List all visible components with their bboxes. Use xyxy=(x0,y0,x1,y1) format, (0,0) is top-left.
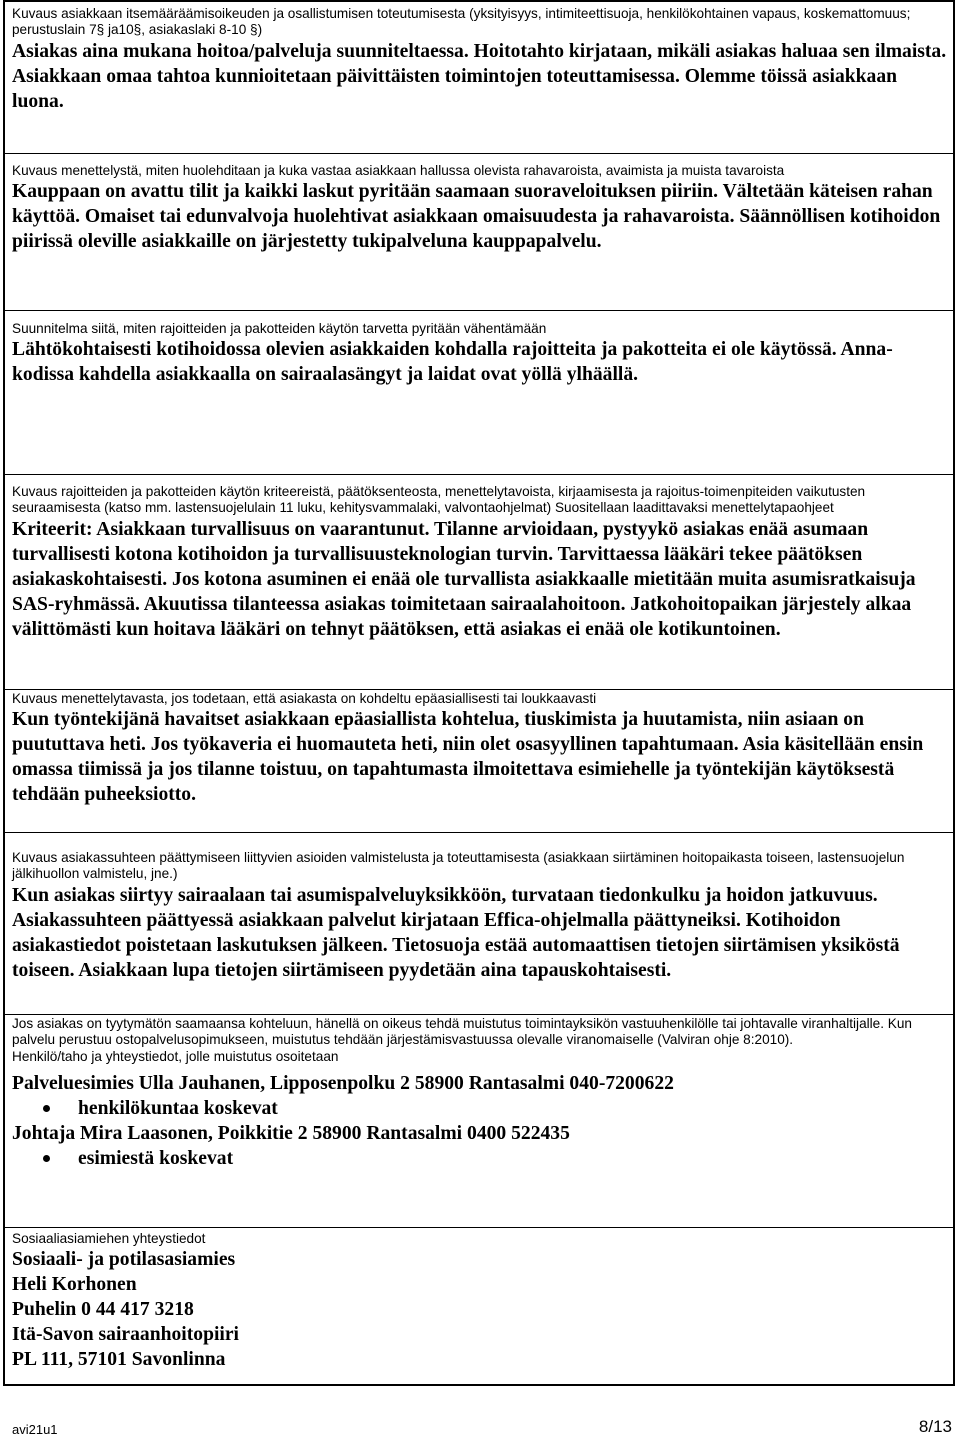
section-label: Kuvaus menettelystä, miten huolehditaan ja kuka vastaa asiakkaan hallussa olevista rahavaroista, avaimista ja muista tavaroista xyxy=(12,163,785,178)
section-self-determination xyxy=(5,6,955,114)
section-label: Kuvaus asiakassuhteen päättymiseen liittyvien asioiden valmistelusta ja toteuttamisesta (asiakkaan siirtäminen hoitopaikasta toiseen, lastensuojelun jälkihuollon valmistelu, jne.) xyxy=(12,850,905,882)
section-label: Kuvaus menettelytavasta, jos todetaan, että asiakasta on kohdeltu epäasiallisesti tai loukkaavasti xyxy=(12,691,597,706)
ombudsman-line: Itä-Savon sairaanhoitopiiri xyxy=(12,1324,239,1346)
section-complaint xyxy=(5,1016,955,1171)
contact-line: Palveluesimies Ulla Jauhanen, Lipposenpolku 2 58900 Rantasalmi 040-7200622 xyxy=(12,1073,674,1095)
section-text: Asiakas aina mukana hoitoa/palveluja suunniteltaessa. Hoitotahto kirjataan, mikäli asiakas haluaa sen ilmaista. Asiakkaan omaa tahtoa kunnioitetaan päivittäisten toimintojen toteuttamisessa. Olemme töissä asiakkaan luona. xyxy=(12,40,947,112)
page-number: 8/13 xyxy=(918,1417,952,1436)
divider xyxy=(5,153,955,154)
section-restriction-criteria xyxy=(5,484,955,642)
section-restrictions-plan xyxy=(5,321,955,387)
footer-doc-id: avi21u1 xyxy=(12,1422,58,1437)
ombudsman-line: Sosiaali- ja potilasasiamies xyxy=(12,1249,236,1271)
section-label: Suunnitelma siitä, miten rajoitteiden ja pakotteiden käytön tarvetta pyritään vähentämään xyxy=(12,321,547,336)
section-social-ombudsman xyxy=(5,1231,955,1372)
section-text: Kriteerit: Asiakkaan turvallisuus on vaarantunut. Tilanne arvioidaan, pystyykö asiakas enää asumaan turvallisesti kotona kotihoidon ja turvallisuusteknologian turvin. Tarvittaessa lääkäri tekee päätöksen asiakaskohtaisesti. Jos kotona asuminen ei enää ole turvallista asiakkaalle mietitään muita asumisratkaisuja SAS-ryhmässä. Akuutissa tilanteessa asiakas toimitetaan sairaalahoitoon. Jatkohoitopaikan järjestely alkaa välittömästi kun hoitava lääkäri on tehnyt päätöksen, että asiakas ei enää ole kotikuntoinen. xyxy=(12,518,916,640)
divider xyxy=(5,474,955,475)
divider xyxy=(5,1014,955,1015)
section-text: Kun asiakas siirtyy sairaalaan tai asumispalveluyksikköön, turvataan tiedonkulku ja hoidon jatkuvuus. Asiakassuhteen päättyessä asiakkaan palvelut kirjataan Effica-ohjelmalla päättyneiksi. Kotihoidon asiakastiedot poistetaan laskutuksen jälkeen. Tietosuoja estää automaattisen tietojen siirtämisen yksiköstä toiseen. Asiakkaan lupa tietojen siirtämiseen pyydetään aina tapauskohtaisesti. xyxy=(12,884,900,981)
section-label-contact: Henkilö/taho ja yhteystiedot, jolle muistutus osoitetaan xyxy=(12,1048,339,1064)
section-label: Jos asiakas on tyytymätön saamaansa kohteluun, hänellä on oikeus tehdä muistutus toimintayksikön vastuuhenkilölle tai johtavalle viranhaltijalle. Kun palvelu perustuu ostopalvelusopimukseen, muistutus tehdään järjestämisvastuussa olevalle viranomaiselle (Valviran ohje 8:2010). xyxy=(12,1016,912,1048)
bullet-item: henkilökuntaa koskevat xyxy=(12,1096,948,1121)
section-label: Sosiaaliasiamiehen yhteystiedot xyxy=(12,1231,206,1246)
ombudsman-line: PL 111, 57101 Savonlinna xyxy=(12,1349,226,1371)
section-client-relationship-end xyxy=(5,850,955,983)
divider xyxy=(5,832,955,833)
divider xyxy=(5,1227,955,1228)
ombudsman-line: Heli Korhonen xyxy=(12,1274,137,1296)
section-text: Lähtökohtaisesti kotihoidossa olevien asiakkaiden kohdalla rajoitteita ja pakotteita ei ole käytössä. Anna-kodissa kahdella asiakkaalla on sairaalasängyt ja laidat ovat yöllä ylhäällä. xyxy=(12,339,893,386)
ombudsman-line: Puhelin 0 44 417 3218 xyxy=(12,1299,194,1321)
divider xyxy=(5,310,955,311)
bullet-icon xyxy=(43,1155,50,1162)
contact-line: Johtaja Mira Laasonen, Poikkitie 2 58900 Rantasalmi 0400 522435 xyxy=(12,1123,570,1145)
bullet-item: esimiestä koskevat xyxy=(12,1146,948,1171)
bullet-icon xyxy=(43,1105,50,1112)
section-inappropriate-treatment xyxy=(5,691,955,807)
section-assets xyxy=(5,163,955,254)
section-text: Kauppaan on avattu tilit ja kaikki laskut pyritään saamaan suoraveloituksen piiriin. Vältetään käteisen rahan käyttöä. Omaiset tai edunvalvoja huolehtivat asiakkaan omaisuudesta ja rahavaroista. Säännöllisen kotihoidon piirissä oleville asiakkaille on järjestetty tukipalveluna kauppapalvelu. xyxy=(12,181,941,253)
divider xyxy=(5,689,955,690)
section-text: Kun työntekijänä havaitset asiakkaan epäasiallista kohtelua, tiuskimista ja huutamista, niin asiaan on puututtava heti. Jos työkaveria ei huomauteta heti, niin olet osasyyllinen tapahtumaan. Asia käsitellään ensin omassa tiimissä ja jos tilanne toistuu, on tapahtumasta ilmoitettava esimiehelle ja työntekijän käytöksestä tehdään puheeksiotto. xyxy=(12,709,924,806)
section-label: Kuvaus asiakkaan itsemääräämisoikeuden ja osallistumisen toteutumisesta (yksityisyys, intimiteettisuoja, henkilökohtainen vapaus, koskemattomuus; perustuslain 7§ ja10§, asiakaslaki 8-10 §) xyxy=(12,6,911,38)
section-label: Kuvaus rajoitteiden ja pakotteiden käytön kriteereistä, päätöksenteosta, menettelytavoista, kirjaamisesta ja rajoitus-toimenpiteiden vaikutusten seuraamisesta (katso mm. lastensuojelulain 11 luku, kehitysvammalaki, valvontaohjelmat) Suositellaan laadittavaksi menettelytapaohjeet xyxy=(12,484,866,516)
